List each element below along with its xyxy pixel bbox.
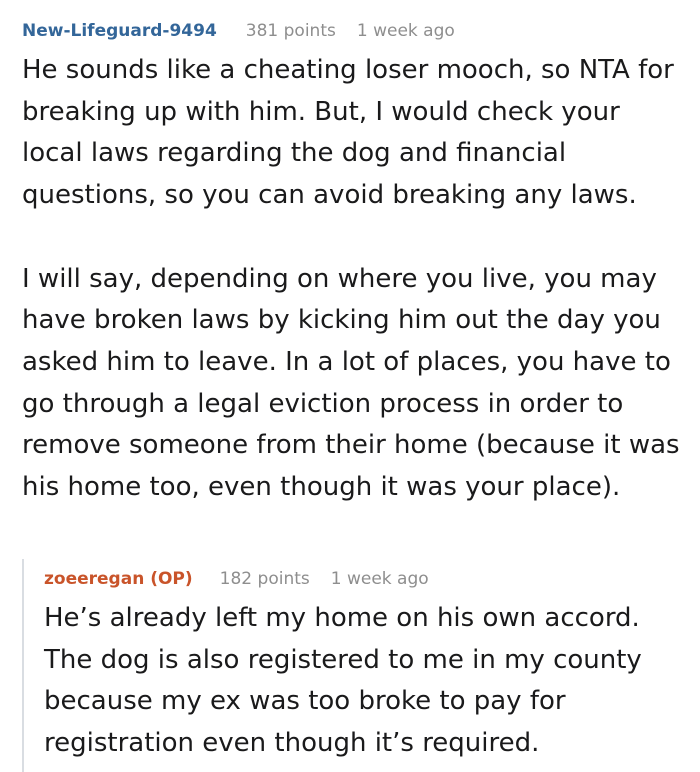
reply-timestamp: 1 week ago: [330, 569, 429, 589]
comment-timestamp: 1 week ago: [356, 21, 455, 41]
comment-body: [22, 50, 682, 509]
comment-author-link[interactable]: New-Lifeguard-9494: [22, 21, 217, 41]
reply-points: 182 points: [219, 569, 310, 589]
reply-comment: [22, 559, 700, 772]
reply-meta: [44, 567, 429, 591]
reply-paragraph: He’s already left my home on his own accord. The dog is also registered to me in my county because my ex was too broke to pay for registration even though it’s required.: [44, 603, 642, 759]
comment-meta: [22, 19, 455, 43]
reply-body: [44, 598, 684, 765]
comment-paragraph: I will say, depending on where you live, you may have broken laws by kicking him out the day you asked him to leave. In a lot of places, you have to go through a legal eviction process in order to remove someone from their home (because it was his home too, even though it was your place).: [22, 263, 680, 503]
comment-points: 381 points: [245, 21, 336, 41]
comment-paragraph: He sounds like a cheating loser mooch, so NTA for breaking up with him. But, I would check your local laws regarding the dog and financial questions, so you can avoid breaking any laws.: [22, 55, 674, 211]
reply-author-link[interactable]: zoeeregan (OP): [44, 569, 193, 589]
